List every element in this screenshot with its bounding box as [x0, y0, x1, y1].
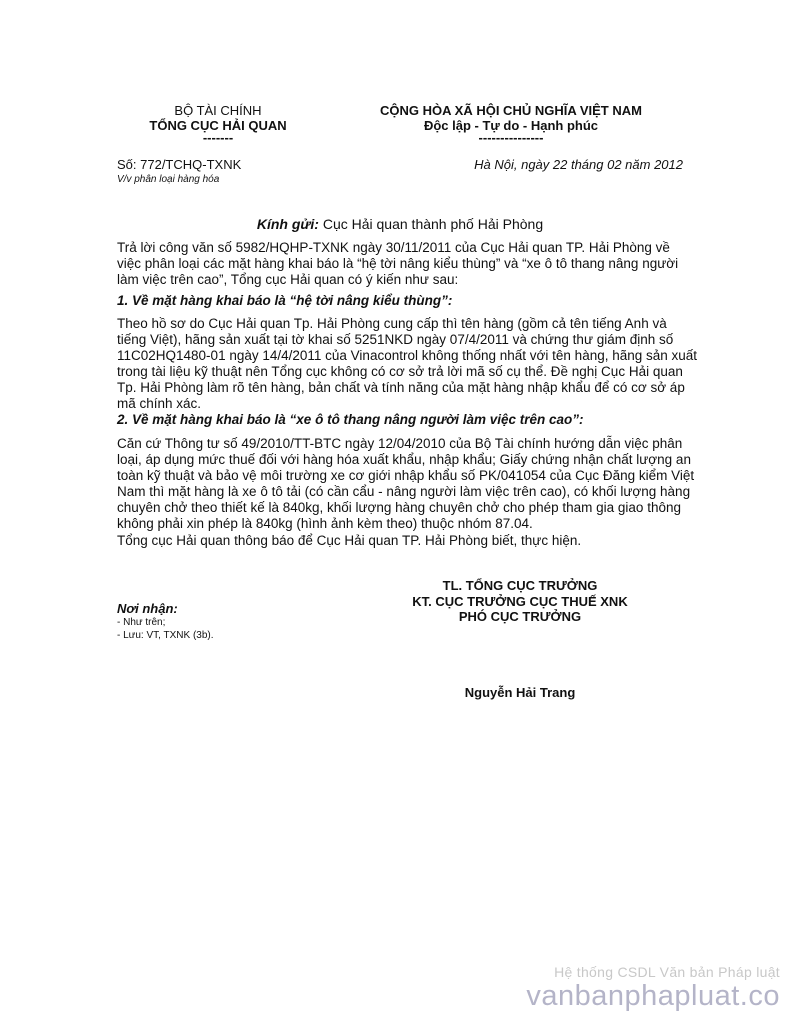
agency-name: TỔNG CỤC HẢI QUAN — [149, 118, 287, 133]
section-2-line: Căn cứ Thông tư số 49/2010/TT-BTC ngày 12/04/2010 của Bộ Tài chính hướng dẫn việc phân — [117, 436, 683, 451]
watermark-site-url[interactable]: vanbanphapluat.co — [526, 980, 780, 1012]
watermark-system-text: Hệ thống CSDL Văn bản Pháp luật — [554, 964, 780, 980]
section-1-line: 11C02HQ1480-01 ngày 14/4/2011 của Vinacontrol không thống nhất với tên hàng, hãng sản xuất — [117, 348, 698, 363]
intro-paragraph — [117, 240, 693, 288]
recipients-label: Nơi nhận: — [117, 601, 178, 616]
ministry-name: BỘ TÀI CHÍNH — [174, 103, 262, 118]
section-1-line: trong tài liệu kỹ thuật nên Tổng cục không có cơ sở trả lời mã số cụ thể. Đề nghị Cục Hải quan — [117, 364, 683, 379]
section-2-paragraph — [117, 436, 693, 532]
section-2-line: toàn kỹ thuật và bảo vệ môi trường xe cơ giới nhập khẩu số PK/041054 của Cục Đăng kiểm Việt — [117, 468, 695, 483]
subject-line: V/v phân loại hàng hóa — [117, 174, 220, 185]
header-left-separator: ------- — [202, 130, 234, 145]
section-1-paragraph — [117, 316, 698, 412]
signature-title-1: TL. TỔNG CỤC TRƯỞNG — [442, 578, 598, 593]
recipients-item: - Lưu: VT, TXNK (3b). — [117, 630, 214, 641]
signer-name: Nguyễn Hải Trang — [464, 685, 576, 700]
intro-line: Trả lời công văn số 5982/HQHP-TXNK ngày 30/11/2011 của Cục Hải quan TP. Hải Phòng về — [117, 240, 670, 255]
section-1-line: Theo hồ sơ do Cục Hải quan Tp. Hải Phòng cung cấp thì tên hàng (gồm cả tên tiếng Anh và — [117, 316, 667, 331]
section-1-line: tiếng Việt), hãng sản xuất tại tờ khai số 5251NKD ngày 07/4/2011 và chứng thư giám định số — [117, 332, 674, 347]
intro-line: làm việc trên cao”, Tổng cục Hải quan có ý kiến như sau: — [117, 272, 459, 287]
section-2-heading: 2. Về mặt hàng khai báo là “xe ô tô thang nâng người làm việc trên cao”: — [117, 412, 584, 427]
intro-line: việc phân loại các mặt hàng khai báo là “hệ tời nâng kiểu thùng” và “xe ô tô thang nâng người — [117, 256, 679, 271]
section-2-line: Nam thì mặt hàng là xe ô tô tải (có cần cẩu - nâng người làm việc trên cao), có khối lượng hàng — [117, 484, 691, 499]
header-right-separator: --------------- — [478, 130, 544, 145]
section-2-line: chuyên chở theo thiết kế là 840kg, khối lượng hàng chuyên chở cho phép tham gia giao thông — [117, 500, 681, 515]
national-motto: Độc lập - Tự do - Hạnh phúc — [423, 118, 599, 133]
recipient-label: Kính gửi: — [256, 216, 319, 232]
section-1-line: mã chính xác. — [117, 396, 202, 411]
country-name: CỘNG HÒA XÃ HỘI CHỦ NGHĨA VIỆT NAM — [380, 103, 642, 118]
section-1-heading: 1. Về mặt hàng khai báo là “hệ tời nâng kiểu thùng”: — [117, 293, 453, 308]
section-2-line: không phải xin phép là 840kg (hình ảnh kèm theo) thuộc nhóm 87.04. — [117, 516, 533, 531]
section-2-line: loại, áp dụng mức thuế đối với hàng hóa xuất khẩu, nhập khẩu; Giấy chứng nhận chất lượng an — [117, 452, 691, 467]
date-line: Hà Nội, ngày 22 tháng 02 năm 2012 — [474, 157, 683, 172]
recipient-line — [0, 216, 800, 232]
section-1-line: Tp. Hải Phòng làm rõ tên hàng, bản chất và tính năng của mặt hàng nhập khẩu để có cơ sở áp — [117, 380, 685, 395]
signature-title-2: KT. CỤC TRƯỞNG CỤC THUẾ XNK — [412, 594, 628, 609]
closing-paragraph — [117, 533, 693, 549]
recipients-item: - Như trên; — [117, 617, 166, 628]
document-number: Số: 772/TCHQ-TXNK — [117, 157, 242, 172]
recipient-name: Cục Hải quan thành phố Hải Phòng — [318, 216, 544, 232]
closing-line: Tổng cục Hải quan thông báo để Cục Hải quan TP. Hải Phòng biết, thực hiện. — [117, 533, 582, 548]
signature-title-3: PHÓ CỤC TRƯỞNG — [458, 609, 582, 624]
